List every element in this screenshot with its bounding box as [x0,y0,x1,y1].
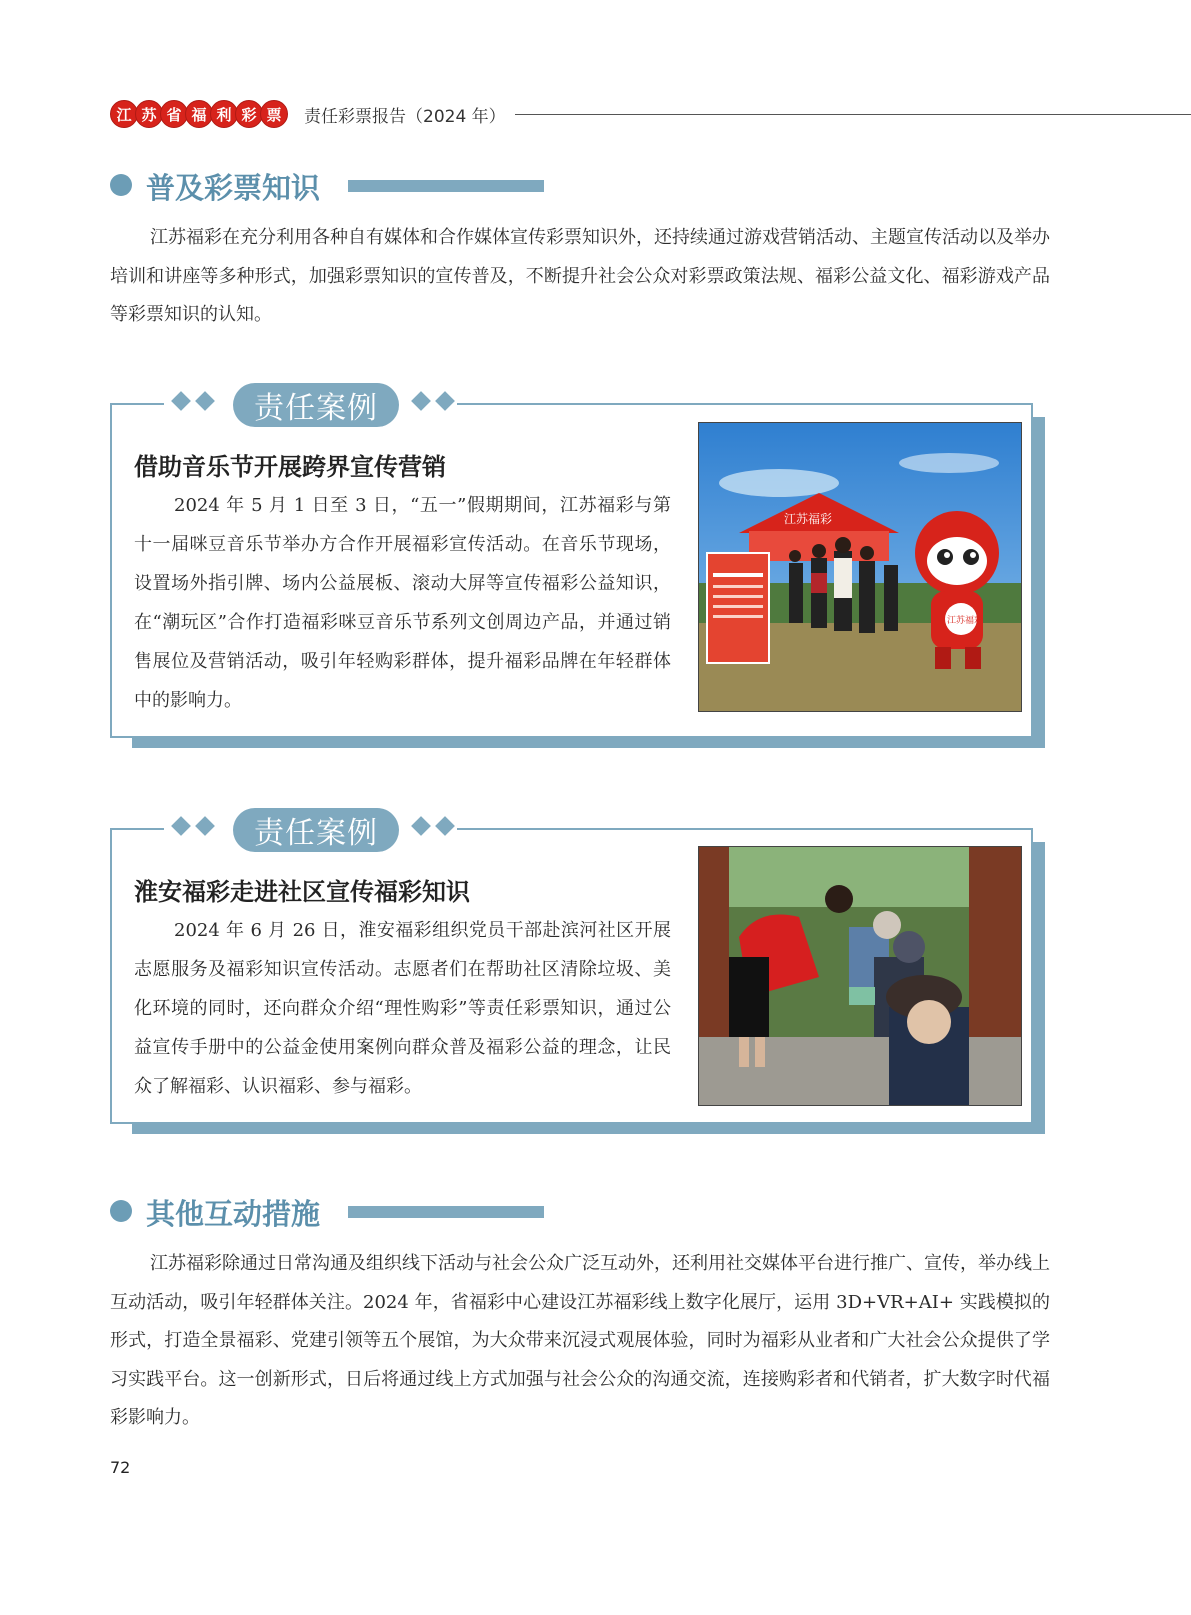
header-rule [515,114,1191,115]
case-badge: 责任案例 [233,383,399,427]
section-body: 江苏福彩除通过日常沟通及组织线下活动与社会公众广泛互动外，还利用社交媒体平台进行推广、宣传，举办线上互动活动，吸引年轻群体关注。2024 年，省福彩中心建设江苏福彩线上数字化展厅，运用 3D+VR+AI+ 实践模拟的形式，打造全景福彩、党建引领等五个展馆，为大众带来沉浸式观展体验，同时为福彩从业者和广大社会公众提供了学习实践平台。这一创新形式，日后将通过线上方式加强与社会公众的沟通交流，连接购彩者和代销者，扩大数字时代福彩影响力。 [110,1253,1050,1428]
case-card [110,391,1045,748]
brand-logo [110,100,285,128]
case-card-box [110,816,1033,1124]
report-title: 责任彩票报告（2024 年） [304,107,506,127]
mascot-label: 江苏福彩 [947,616,984,626]
case-badge: 责任案例 [233,808,399,852]
brand-char: 省 [160,100,188,128]
diamond-ornament-icon [414,819,462,833]
case-card-box [110,391,1033,738]
case-title: 淮安福彩走进社区宣传福彩知识 [134,878,470,906]
section-title: 其他互动措施 [146,1197,321,1231]
community-visit-photo [698,846,1022,1106]
brand-char: 福 [185,100,213,128]
brand-char: 江 [110,100,138,128]
music-festival-photo [698,422,1022,712]
section-bar [348,180,544,192]
brand-char: 利 [210,100,238,128]
diamond-ornament-icon [414,394,462,408]
brand-char: 苏 [135,100,163,128]
page-header [110,100,1191,130]
diamond-ornament-icon [174,819,222,833]
case-body: 2024 年 6 月 26 日，淮安福彩组织党员干部赴滨河社区开展志愿服务及福彩知识宣传活动。志愿者们在帮助社区清除垃圾、美化环境的同时，还向群众介绍“理性购彩”等责任彩票知识，通过公益宣传手册中的公益金使用案例向群众普及福彩公益的理念，让民众了解福彩、认识福彩、参与福彩。 [134,920,671,1097]
case-body: 2024 年 5 月 1 日至 3 日，“五一”假期期间，江苏福彩与第十一届咪豆音乐节举办方合作开展福彩宣传活动。在音乐节现场，设置场外指引牌、场内公益展板、滚动大屏等宣传福彩公益知识，在“潮玩区”合作打造福彩咪豆音乐节系列文创周边产品，并通过销售展位及营销活动，吸引年轻购彩群体，提升福彩品牌在年轻群体中的影响力。 [134,495,671,711]
tent-sign-text: 江苏福彩 [784,512,833,526]
section-heading [110,164,570,204]
section-heading [110,1190,570,1230]
case-title: 借助音乐节开展跨界宣传营销 [134,453,446,481]
diamond-ornament-icon [174,394,222,408]
section-body: 江苏福彩在充分利用各种自有媒体和合作媒体宣传彩票知识外，还持续通过游戏营销活动、主题宣传活动以及举办培训和讲座等多种形式，加强彩票知识的宣传普及，不断提升社会公众对彩票政策法规、福彩公益文化、福彩游戏产品等彩票知识的认知。 [110,227,1050,325]
brand-char: 票 [260,100,288,128]
section-title: 普及彩票知识 [146,171,321,205]
case-card [110,816,1045,1134]
bullet-dot-icon [110,1200,132,1222]
section-bar [348,1206,544,1218]
brand-char: 彩 [235,100,263,128]
page-number: 72 [110,1458,131,1477]
bullet-dot-icon [110,174,132,196]
